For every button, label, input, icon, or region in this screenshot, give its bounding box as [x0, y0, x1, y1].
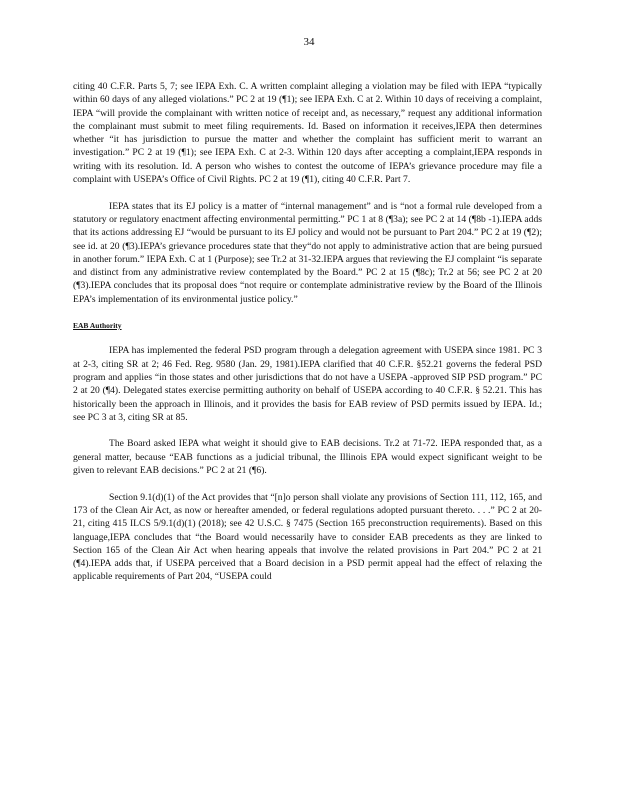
section-heading [73, 319, 542, 332]
paragraph-psd-program: IEPA has implemented the federal PSD program through a delegation agreement with USEPA since 1981. PC 3 at 2-3, citing SR at 2; 46 Fed. Reg. 9580 (Jan. 29, 1981).IEPA clarified that 40 C.F.R. §52.21 governs the federal PSD program and applies “in those states and other jurisdictions that do not have a USEPA -approved SIP PSD program.” PC 2 at 20 (¶4). Delegated states exercise permitting authority on behalf of USEPA according to 40 C.F.R. § 52.21. This has historically been the approach in Illinois, and it provides the basis for EAB review of PSD permits issued by IEPA. Id.; see PC 3 at 3, citing SR at 85. [73, 345, 542, 423]
paragraph-ej-policy: IEPA states that its EJ policy is a matter of “internal management” and is “not a formal rule developed from a statutory or regulatory enactment affecting environmental permitting.” PC 1 at 8 (¶3a); see PC 2 at 14 (¶8b -1).IEPA adds that its actions addressing EJ “would be pursuant to its EJ policy and would not be pursuant to Part 204.” PC 2 at 19 (¶2); see id. at 20 (¶3).IEPA’s grievance procedures state that they“do not apply to administrative action that are being pursued in another forum.” IEPA Exh. C at 1 (Purpose); see Tr.2 at 31-32.IEPA argues that reviewing the EJ complaint “is separate and distinct from any administrative review contemplated by the Board.” PC 2 at 15 (¶8c); Tr.2 at 56; see PC 2 at 20 (¶3).IEPA concludes that its proposal does “not require or contemplate administrative review by the Board of the Illinois EPA’s implementation of its environmental justice policy.” [73, 200, 542, 305]
paragraph-eab-weight: The Board asked IEPA what weight it should give to EAB decisions. Tr.2 at 71-72. IEPA responded that, as a general matter, because “EAB functions as a judicial tribunal, the Illinois EPA would expect significant weight to be given to relevant EAB decisions.” PC 2 at 21 (¶6). [73, 438, 542, 477]
page-number: 34 [303, 36, 315, 48]
section-heading-text: EAB Authority [73, 321, 122, 331]
paragraph-complaint-process: citing 40 C.F.R. Parts 5, 7; see IEPA Exh. C. A written complaint alleging a violation may be filed with IEPA “typically within 60 days of any alleged violations.” PC 2 at 19 (¶1); see IEPA Exh. C at 2. Within 10 days of receiving a complaint, IEPA “will provide the complainant with written notice of receipt and, as necessary,” request any additional information the complainant must submit to meet filing requirements. Id. Based on information it receives,IEPA then determines whether “it has jurisdiction to pursue the matter and whether the complaint has sufficient merit to warrant an investigation.” PC 2 at 19 (¶1); see IEPA Exh. C at 2-3. Within 120 days after accepting a complaint,IEPA responds in writing with its resolution. Id. A person who wishes to contest the outcome of IEPA’s grievance procedure may file a complaint with USEPA’s Office of Civil Rights. PC 2 at 19 (¶1), citing 40 C.F.R. Part 7. [73, 81, 542, 186]
paragraph-section-9-1: Section 9.1(d)(1) of the Act provides that “[n]o person shall violate any provisions of Section 111, 112, 165, and 173 of the Clean Air Act, as now or hereafter amended, or federal regulations adopted pursuant thereto. . . .” PC 2 at 20-21, citing 415 ILCS 5/9.1(d)(1) (2018); see 42 U.S.C. § 7475 (Section 165 preconstruction requirements). Based on this language,IEPA concludes that “the Board would necessarily have to consider EAB precedents as they are linked to Section 165 of the Clean Air Act when hearing appeals that involve the related provisions in Part 204.” PC 2 at 21 (¶4).IEPA adds that, if USEPA perceived that a Board decision in a PSD permit appeal had the effect of relaxing the applicable requirements of Part 204, “USEPA could [73, 491, 542, 583]
document-body [73, 80, 542, 584]
